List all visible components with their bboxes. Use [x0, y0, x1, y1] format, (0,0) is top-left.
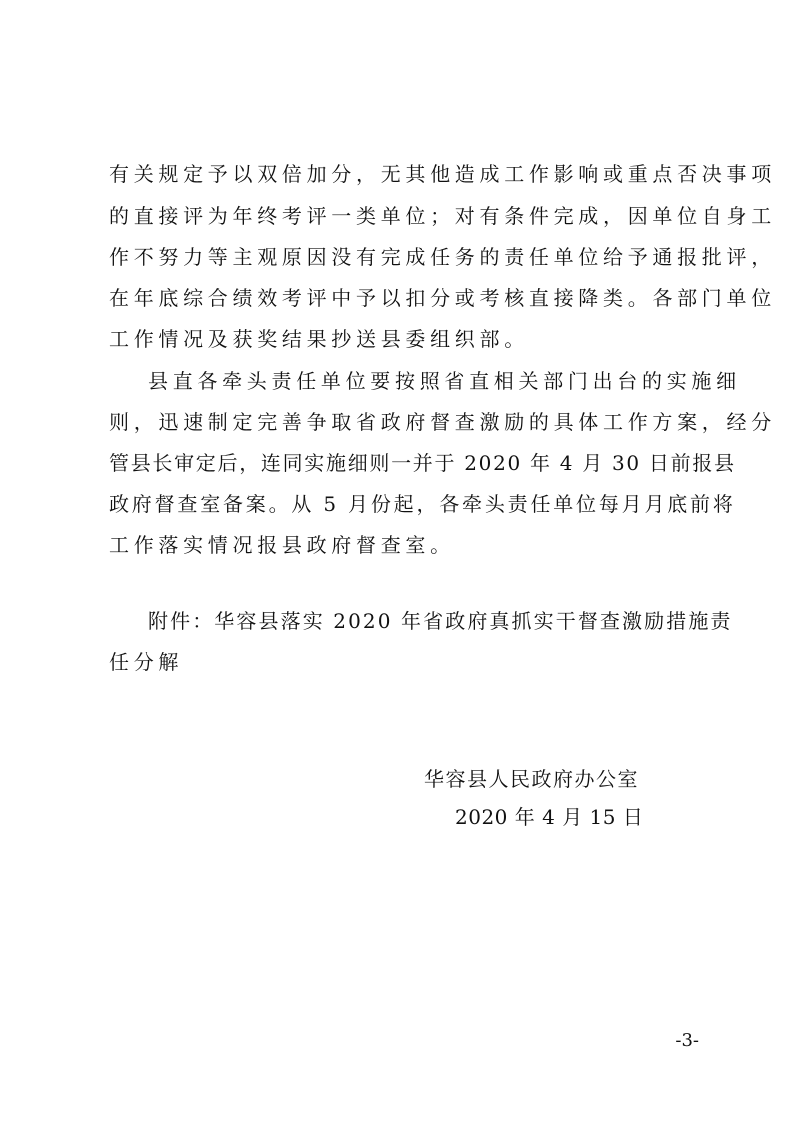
issuing-office: 华容县人民政府办公室 — [424, 767, 639, 791]
paragraph1-line-4: 在年底综合绩效考评中予以扣分或考核直接降类。各部门单位 — [109, 286, 776, 310]
paragraph2-line-5: 工作落实情况报县政府督查室。 — [109, 533, 455, 557]
paragraph2-line-1: 县直各牵头责任单位要按照省直相关部门出台的实施细 — [148, 369, 741, 393]
attachment-line-1: 附件：华容县落实 2020 年省政府真抓实干督查激励措施责 — [148, 609, 733, 633]
paragraph2-line-2: 则，迅速制定完善争取省政府督查激励的具体工作方案，经分 — [109, 410, 776, 434]
paragraph1-line-3: 作不努力等主观原因没有完成任务的责任单位给予通报批评， — [109, 245, 776, 269]
issue-date: 2020 年 4 月 15 日 — [455, 805, 644, 829]
paragraph2-line-4: 政府督查室备案。从 5 月份起，各牵头责任单位每月月底前将 — [109, 492, 736, 516]
paragraph2-line-3: 管县长审定后，连同实施细则一并于 2020 年 4 月 30 日前报县 — [109, 451, 736, 475]
paragraph1-line-2: 的直接评为年终考评一类单位；对有条件完成，因单位自身工 — [109, 204, 776, 228]
page-number: -3- — [675, 1030, 699, 1051]
attachment-line-2: 任分解 — [109, 650, 184, 674]
paragraph1-line-5: 工作情况及获奖结果抄送县委组织部。 — [109, 327, 529, 351]
paragraph1-line-1: 有关规定予以双倍加分，无其他造成工作影响或重点否决事项 — [109, 162, 776, 186]
